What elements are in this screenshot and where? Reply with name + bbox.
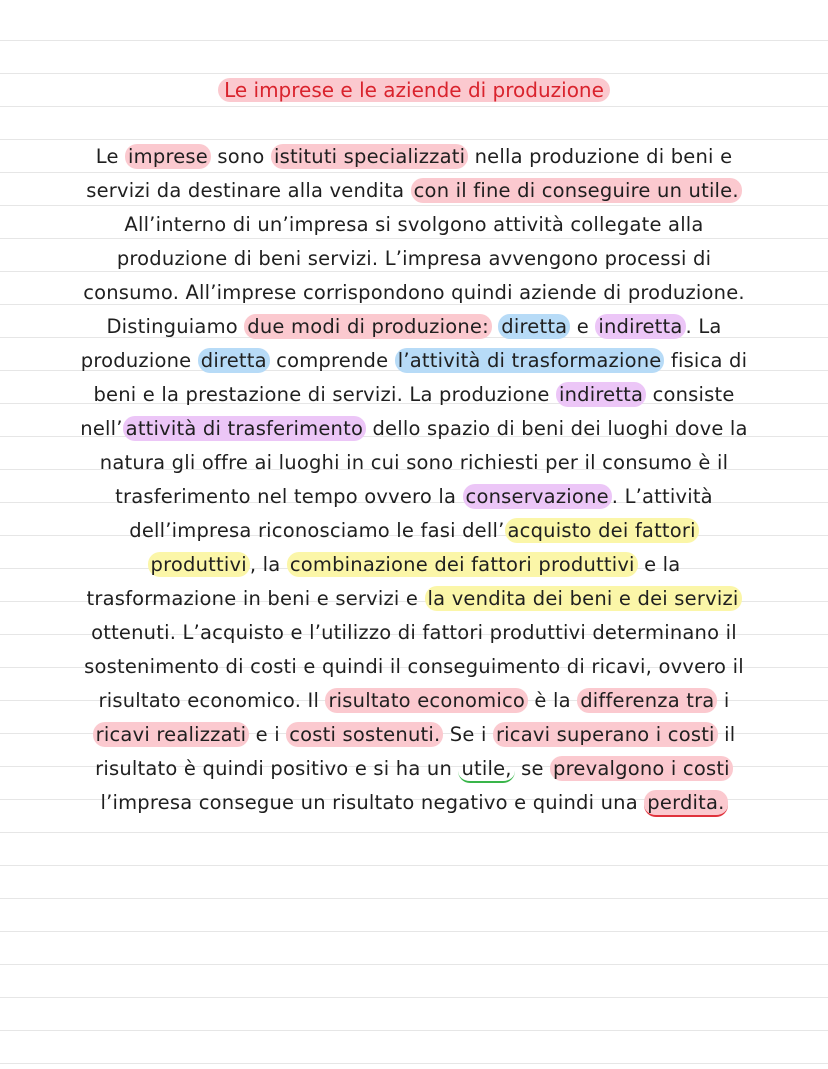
text-fragment: trasferimento nel tempo ovvero la — [115, 485, 463, 508]
text-fragment: il — [717, 723, 736, 746]
text-fragment: risultato è quindi positivo e si ha un — [95, 757, 459, 780]
text-line — [56, 616, 772, 650]
highlighted-phrase: diretta — [498, 314, 570, 339]
highlighted-phrase: attività di trasferimento — [123, 416, 366, 441]
page-title-text: Le imprese e le aziende di produzione — [218, 78, 610, 102]
text-fragment: sostenimento di costi e quindi il conseguimento di ricavi, ovvero il — [84, 655, 744, 678]
highlighted-phrase: indiretta — [595, 314, 685, 339]
text-fragment: dello spazio di beni dei luoghi dove la — [366, 417, 748, 440]
text-line — [56, 310, 772, 344]
text-fragment: produzione di beni servizi. L’impresa avvengono processi di — [116, 247, 712, 270]
text-fragment: sono — [210, 145, 271, 168]
highlighted-phrase: istituti specializzati — [271, 144, 468, 169]
text-line — [56, 208, 772, 242]
highlighted-phrase: conservazione — [463, 484, 612, 509]
text-line — [56, 480, 772, 514]
highlighted-phrase: imprese — [125, 144, 211, 169]
highlighted-phrase: due modi di produzione: — [244, 314, 492, 339]
text-fragment: l’impresa consegue un risultato negativo e quindi una — [100, 791, 645, 814]
text-line — [56, 446, 772, 480]
text-fragment: comprende — [269, 349, 395, 372]
text-fragment: i — [717, 689, 730, 712]
highlighted-phrase: la vendita dei beni e dei servizi — [425, 586, 742, 611]
highlighted-phrase: acquisto dei fattori — [505, 518, 699, 543]
text-line — [56, 786, 772, 820]
text-fragment: , la — [249, 553, 287, 576]
text-fragment: se — [514, 757, 551, 780]
text-line — [56, 344, 772, 378]
text-fragment: All’interno di un’impresa si svolgono attività collegate alla — [124, 213, 704, 236]
text-fragment: . La — [685, 315, 722, 338]
text-fragment: Le — [95, 145, 126, 168]
highlighted-phrase: l’attività di trasformazione — [395, 348, 665, 373]
text-fragment: beni e la prestazione di servizi. La produzione — [93, 383, 556, 406]
highlighted-phrase: prevalgono i costi — [550, 756, 733, 781]
text-fragment: e i — [249, 723, 287, 746]
text-line — [56, 684, 772, 718]
text-line — [56, 650, 772, 684]
text-line — [56, 140, 772, 174]
text-line — [56, 548, 772, 582]
text-fragment: fisica di — [664, 349, 748, 372]
text-line — [56, 174, 772, 208]
text-fragment: nell’ — [80, 417, 123, 440]
text-fragment: Distinguiamo — [106, 315, 245, 338]
text-fragment: Se i — [443, 723, 493, 746]
text-line — [56, 582, 772, 616]
text-fragment: servizi da destinare alla vendita — [86, 179, 411, 202]
text-line — [56, 412, 772, 446]
text-fragment: trasformazione in beni e servizi e — [86, 587, 425, 610]
highlighted-phrase: indiretta — [556, 382, 646, 407]
highlighted-phrase: con il fine di conseguire un utile. — [411, 178, 742, 203]
text-fragment: dell’impresa riconosciamo le fasi dell’ — [129, 519, 505, 542]
text-line — [56, 514, 772, 548]
text-line — [56, 752, 772, 786]
text-fragment: e la — [637, 553, 681, 576]
text-fragment: consiste — [646, 383, 735, 406]
highlighted-phrase: produttivi — [148, 552, 250, 577]
text-line — [56, 242, 772, 276]
highlighted-phrase: risultato economico — [325, 688, 528, 713]
highlighted-phrase: perdita. — [644, 790, 727, 817]
highlighted-phrase: differenza tra — [577, 688, 717, 713]
text-fragment: consumo. All’imprese corrispondono quindi aziende di produzione. — [83, 281, 745, 304]
text-line — [56, 378, 772, 412]
highlighted-phrase: ricavi superano i costi — [493, 722, 718, 747]
text-line — [56, 718, 772, 752]
highlighted-phrase: diretta — [198, 348, 270, 373]
highlighted-phrase: combinazione dei fattori produttivi — [287, 552, 638, 577]
highlighted-phrase: costi sostenuti. — [286, 722, 443, 747]
underlined-phrase: utile, — [458, 756, 514, 783]
text-fragment: natura gli offre ai luoghi in cui sono richiesti per il consumo è il — [99, 451, 729, 474]
text-fragment: è la — [528, 689, 578, 712]
text-fragment: produzione — [80, 349, 198, 372]
text-fragment: ottenuti. L’acquisto e l’utilizzo di fattori produttivi determinano il — [91, 621, 737, 644]
text-fragment: e — [570, 315, 596, 338]
text-fragment: . L’attività — [611, 485, 713, 508]
note-paragraph — [56, 140, 772, 820]
text-line — [56, 276, 772, 310]
text-fragment: risultato economico. Il — [98, 689, 326, 712]
page-title — [0, 74, 828, 106]
text-fragment: nella produzione di beni e — [468, 145, 733, 168]
highlighted-phrase: ricavi realizzati — [93, 722, 250, 747]
